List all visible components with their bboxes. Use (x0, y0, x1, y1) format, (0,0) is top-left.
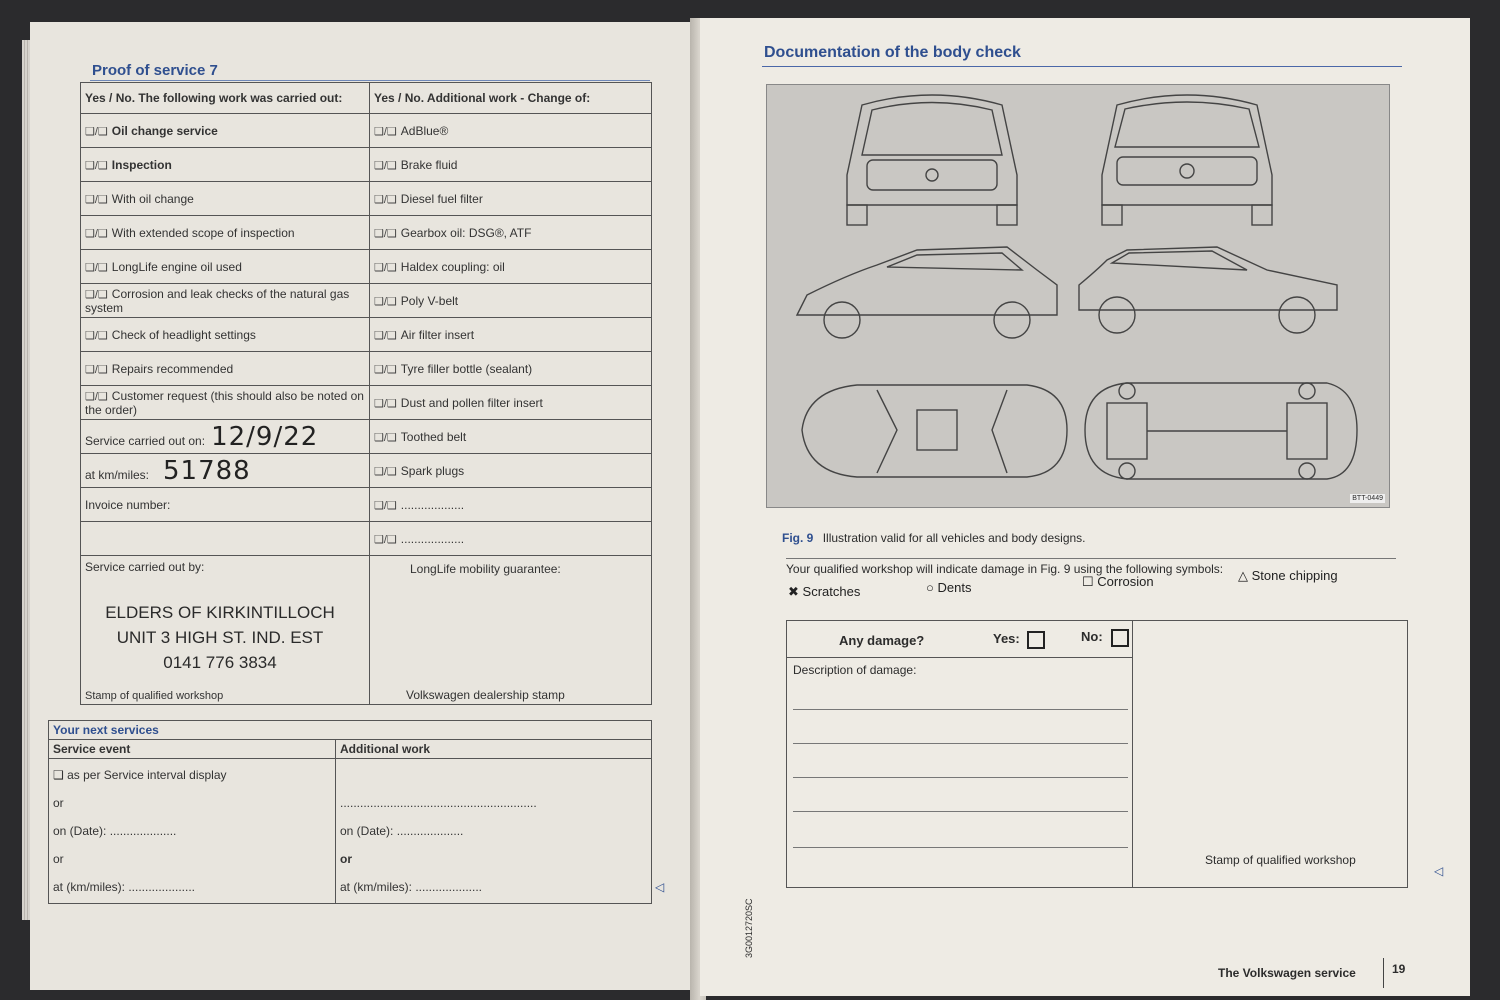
footer-divider (1383, 958, 1384, 988)
right-page (700, 18, 1470, 996)
service-row (81, 284, 652, 318)
work-label: With extended scope of inspection (111, 225, 295, 240)
additional-checkbox[interactable]: ❑/❑ (374, 499, 397, 512)
additional-label: Haldex coupling: oil (400, 259, 505, 274)
work-checkbox[interactable]: ❑/❑ (85, 329, 108, 342)
additional-cell (370, 488, 652, 522)
next-services-title: Your next services (49, 721, 652, 740)
damage-question-row (787, 621, 1133, 658)
additional-checkbox[interactable]: ❑/❑ (374, 125, 397, 138)
service-header-row (81, 83, 652, 114)
additional-label: Tyre filler bottle (sealant) (400, 361, 533, 376)
service-row (81, 114, 652, 148)
title-rule (90, 80, 650, 81)
car-illustrations (767, 85, 1389, 507)
work-cell (81, 522, 370, 556)
additional-cell (370, 216, 652, 250)
description-label: Description of damage: (793, 663, 917, 677)
car-front-view (1102, 95, 1272, 225)
stamp-workshop-label: Stamp of qualified workshop (85, 690, 224, 702)
car-rear-view (847, 95, 1017, 225)
work-cell (81, 420, 370, 454)
figure-caption-text: Illustration valid for all vehicles and body designs. (822, 531, 1086, 545)
work-cell (81, 148, 370, 182)
service-row (81, 488, 652, 522)
additional-cell (370, 386, 652, 420)
additional-checkbox[interactable]: ❑/❑ (374, 227, 397, 240)
car-hatch-side (1079, 247, 1337, 333)
body-check-title: Documentation of the body check (764, 44, 1021, 61)
service-row (81, 522, 652, 556)
figure-caption (782, 531, 1086, 545)
additional-cell (370, 114, 652, 148)
service-row (81, 250, 652, 284)
additional-label: Brake fluid (400, 157, 458, 172)
work-checkbox[interactable]: ❑/❑ (85, 227, 108, 240)
additional-work-header: Additional work (336, 740, 652, 759)
stamp-line-1: ELDERS OF KIRKINTILLOCH (105, 603, 335, 622)
service-event-cell (49, 759, 336, 904)
additional-checkbox[interactable]: ❑/❑ (374, 261, 397, 274)
description-line-2 (793, 743, 1128, 744)
service-row (81, 318, 652, 352)
work-cell (81, 488, 370, 522)
additional-checkbox[interactable]: ❑/❑ (374, 431, 397, 444)
km-value: 51788 (163, 455, 251, 486)
work-label: Oil change service (111, 123, 218, 138)
longlife-label: LongLife mobility guarantee: (410, 562, 561, 576)
additional-checkbox[interactable]: ❑/❑ (374, 329, 397, 342)
damage-divider (1132, 621, 1133, 887)
additional-checkbox[interactable]: ❑/❑ (374, 159, 397, 172)
work-label: Repairs recommended (111, 361, 234, 376)
work-checkbox[interactable]: ❑/❑ (85, 363, 108, 376)
work-cell (81, 454, 370, 488)
additional-cell (370, 318, 652, 352)
or-label-1: or (53, 796, 64, 810)
workshop-stamp (100, 600, 340, 675)
work-checkbox[interactable]: ❑/❑ (85, 193, 108, 206)
at-km-left: at (km/miles): .................... (53, 880, 196, 894)
additional-label: Poly V-belt (400, 293, 459, 308)
work-checkbox[interactable]: ❑/❑ (85, 288, 108, 301)
service-row (81, 148, 652, 182)
km-label: at km/miles: (85, 467, 150, 482)
additional-cell (370, 182, 652, 216)
stamp-line-2: UNIT 3 HIGH ST. IND. EST (116, 628, 324, 647)
carried-out-by-label: Service carried out by: (85, 560, 205, 574)
work-cell (81, 352, 370, 386)
at-km-right: at (km/miles): .................... (340, 880, 483, 894)
additional-label: Spark plugs (400, 463, 465, 478)
yes-label: Yes: (993, 631, 1020, 646)
car-top-view (802, 385, 1067, 477)
scratch-icon: ✖ (788, 584, 799, 599)
service-row (81, 216, 652, 250)
invoice-label: Invoice number: (85, 497, 171, 512)
yes-checkbox[interactable] (1027, 631, 1045, 649)
service-date-label: Service carried out on: (85, 433, 206, 448)
description-line-5 (793, 847, 1128, 848)
work-cell (81, 114, 370, 148)
service-row (81, 182, 652, 216)
work-label: LongLife engine oil used (111, 259, 242, 274)
additional-cell (370, 148, 652, 182)
square-icon: ☐ (1082, 574, 1094, 589)
additional-label: Gearbox oil: DSG®, ATF (400, 225, 532, 240)
interval-option: ❑ as per Service interval display (53, 768, 227, 782)
additional-cell (370, 250, 652, 284)
work-label: Check of headlight settings (111, 327, 256, 342)
work-label: Customer request (this should also be noted on the order) (85, 388, 364, 417)
additional-label: ................... (400, 531, 465, 546)
right-column-header: Yes / No. Additional work - Change of: (370, 83, 652, 114)
symbol-stone-chipping: △ Stone chipping (1238, 568, 1338, 583)
additional-label: Dust and pollen filter insert (400, 395, 543, 410)
additional-checkbox[interactable]: ❑/❑ (374, 465, 397, 478)
description-line-1 (793, 709, 1128, 710)
additional-checkbox[interactable]: ❑/❑ (374, 295, 397, 308)
on-date-right: on (Date): .................... (340, 824, 464, 838)
work-label: Inspection (111, 157, 172, 172)
additional-checkbox[interactable]: ❑/❑ (374, 397, 397, 410)
service-event-header: Service event (49, 740, 336, 759)
additional-checkbox[interactable]: ❑/❑ (374, 193, 397, 206)
service-row (81, 454, 652, 488)
work-cell (81, 386, 370, 420)
body-check-rule (762, 66, 1402, 67)
work-cell (81, 284, 370, 318)
figure-9-frame (766, 84, 1390, 508)
figure-code: BTT-0449 (1352, 495, 1383, 502)
or-label-2: or (53, 852, 64, 866)
service-row (81, 352, 652, 386)
any-damage-label: Any damage? (839, 633, 925, 648)
symbol-corrosion: ☐ Corrosion (1082, 574, 1154, 589)
proof-of-service-title: Proof of service 7 (92, 62, 218, 79)
figure-label: Fig. 9 (782, 531, 814, 545)
page-number: 19 (1392, 962, 1406, 976)
service-row (81, 420, 652, 454)
right-stamp-label: Stamp of qualified workshop (1205, 853, 1356, 867)
work-checkbox[interactable]: ❑/❑ (85, 125, 108, 138)
damage-form (786, 620, 1408, 888)
additional-checkbox[interactable]: ❑/❑ (374, 533, 397, 546)
work-cell (81, 216, 370, 250)
no-checkbox[interactable] (1111, 629, 1129, 647)
continue-arrow-left: ◁ (655, 880, 665, 894)
triangle-icon: △ (1238, 568, 1248, 583)
service-row (81, 386, 652, 420)
additional-work-cell (336, 759, 652, 904)
work-label: With oil change (111, 191, 194, 206)
continue-arrow-right: ◁ (1434, 864, 1444, 878)
work-checkbox[interactable]: ❑/❑ (85, 390, 108, 403)
additional-dots: ........................................................... (340, 796, 537, 810)
document-code: 3G0012720SC (744, 898, 754, 958)
car-sedan-side (797, 247, 1057, 338)
car-underbody-view (1085, 383, 1357, 479)
dealer-stamp-cell (370, 556, 652, 705)
work-cell (81, 250, 370, 284)
left-column-header: Yes / No. The following work was carried out: (81, 83, 370, 114)
next-services-table (48, 720, 652, 904)
additional-cell (370, 352, 652, 386)
stamp-line-3: 0141 776 3834 (163, 653, 277, 672)
additional-checkbox[interactable]: ❑/❑ (374, 363, 397, 376)
additional-cell (370, 420, 652, 454)
or-label-3: or (340, 852, 352, 866)
left-page (30, 22, 695, 990)
description-line-4 (793, 811, 1128, 812)
work-cell (81, 318, 370, 352)
indicate-text: Your qualified workshop will indicate damage in Fig. 9 using the following symbols: (786, 562, 1224, 576)
service-date-value: 12/9/22 (211, 421, 319, 452)
additional-label: Air filter insert (400, 327, 475, 342)
additional-cell (370, 284, 652, 318)
on-date-left: on (Date): .................... (53, 824, 177, 838)
dealer-stamp-label: Volkswagen dealership stamp (406, 688, 565, 702)
additional-cell (370, 522, 652, 556)
work-checkbox[interactable]: ❑/❑ (85, 261, 108, 274)
symbol-dents: ○ Dents (926, 580, 972, 595)
additional-label: Toothed belt (400, 429, 467, 444)
additional-cell (370, 454, 652, 488)
no-label: No: (1081, 629, 1103, 644)
circle-icon: ○ (926, 580, 934, 595)
work-label: Corrosion and leak checks of the natural gas system (85, 286, 350, 315)
symbol-scratches: ✖ Scratches (788, 584, 861, 599)
additional-label: ................... (400, 497, 465, 512)
additional-label: Diesel fuel filter (400, 191, 483, 206)
additional-label: AdBlue® (400, 123, 449, 138)
indicate-rule (786, 558, 1396, 559)
work-cell (81, 182, 370, 216)
footer-text: The Volkswagen service (1218, 966, 1356, 980)
description-line-3 (793, 777, 1128, 778)
work-checkbox[interactable]: ❑/❑ (85, 159, 108, 172)
